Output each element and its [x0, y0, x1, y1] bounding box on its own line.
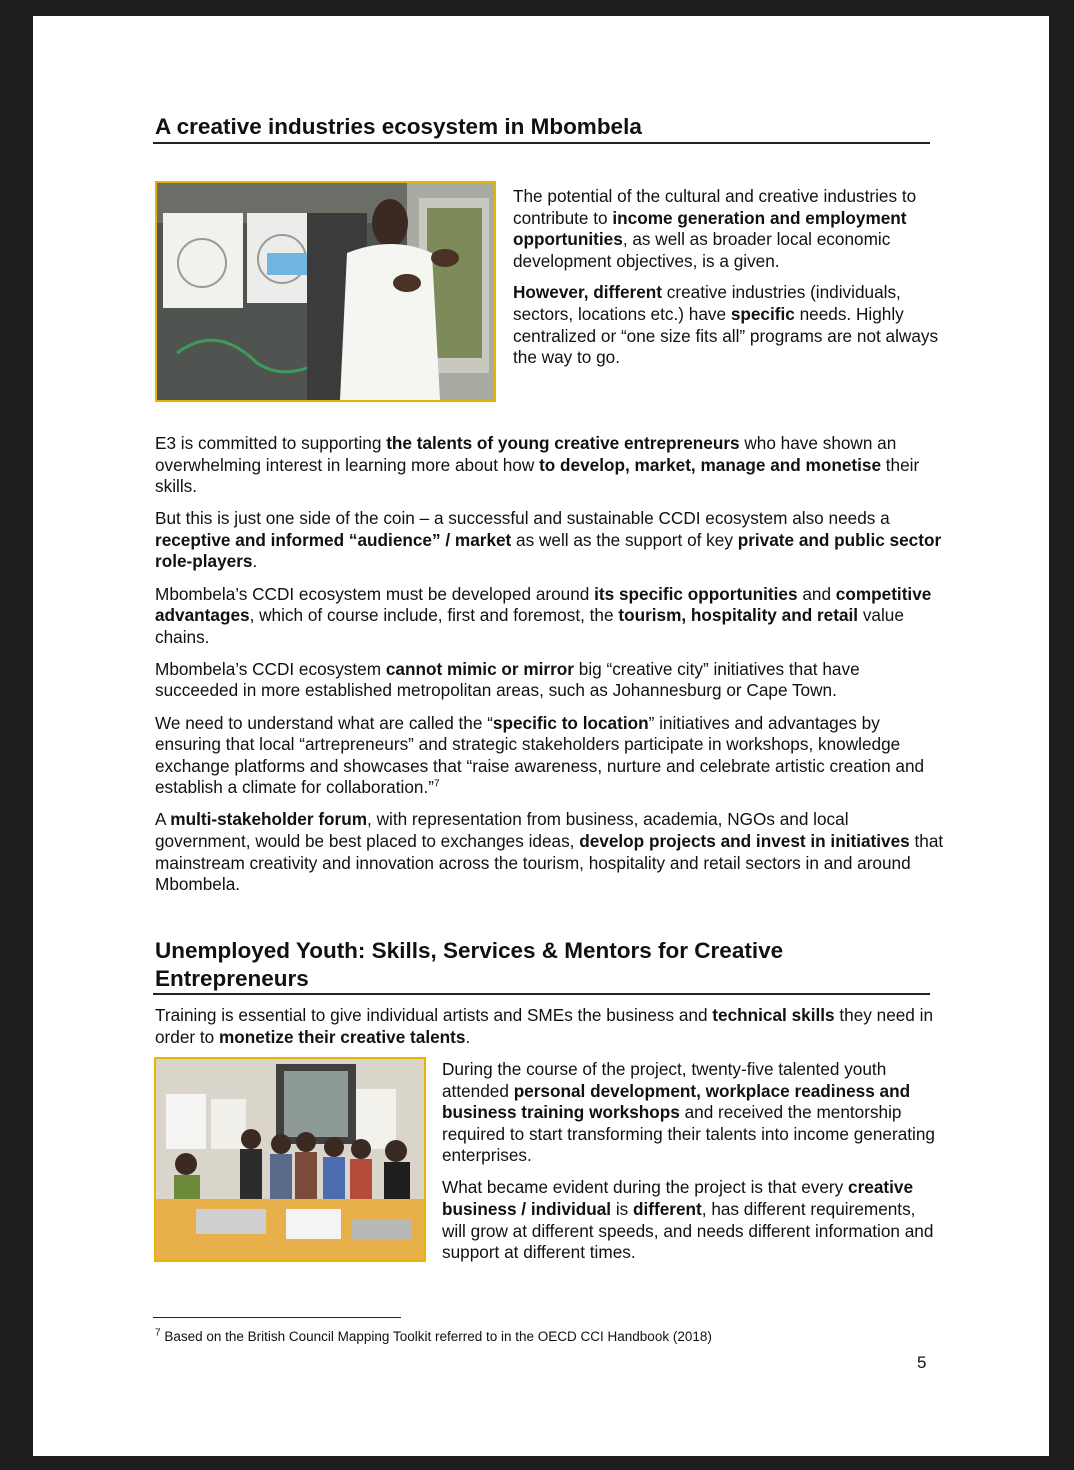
section-title: Unemployed Youth: Skills, Services & Mentors for Creative Entrepreneurs: [155, 938, 784, 991]
section-rule: [153, 993, 930, 995]
paragraph-workshops: During the course of the project, twenty-five talented youth attended personal development, workplace readiness and business training workshops and received the mentorship required to start transforming their talents into income generating enterprises.: [442, 1059, 935, 1166]
youth-text: [442, 1059, 942, 1264]
intro-paragraph-1: The potential of the cultural and creative industries to contribute to income generation and employment opportunities, as well as broader local economic development objectives, is a given.: [513, 186, 917, 271]
paragraph-talents: E3 is committed to supporting the talents of young creative entrepreneurs who have shown an overwhelming interest in learning more about how to develop, market, manage and monetise their skills.: [155, 433, 920, 497]
paragraph-coin: But this is just one side of the coin – a successful and sustainable CCDI ecosystem also needs a receptive and informed “audience” / market as well as the support of key private and public sector role-players.: [155, 508, 942, 572]
paragraph-mimic: Mbombela’s CCDI ecosystem cannot mimic or mirror big “creative city” initiatives that have succeeded in more established metropolitan areas, such as Johannesburg or Cape Town.: [155, 658, 860, 701]
document-page: [33, 16, 1049, 1456]
group-photo: [154, 1057, 426, 1262]
body-text: [155, 433, 945, 896]
paragraph-location: We need to understand what are called the “specific to location” initiatives and advantages by ensuring that local “artrepreneurs” and strategic stakeholders participate in workshops, knowledge exchange platforms and showcases that “raise awareness, nurture and celebrate artistic creation and establish a climate for collaboration.”$^7$: [155, 712, 925, 798]
presenter-illustration: [157, 183, 494, 400]
footnote-rule: [153, 1317, 401, 1318]
group-illustration: [156, 1059, 424, 1260]
presenter-photo: [155, 181, 496, 402]
section-rule: [153, 142, 930, 144]
page-number: 5: [917, 1353, 927, 1372]
paragraph-forum: A multi-stakeholder forum, with representation from business, academia, NGOs and local government, would be best placed to exchanges ideas, develop projects and invest in initiatives that mainstream creativity and innovation across the tourism, hospitality and retail sectors in and around Mbombela.: [155, 809, 944, 895]
paragraph-advantages: Mbombela’s CCDI ecosystem must be developed around its specific opportunities and competitive advantages, which of course include, first and foremost, the tourism, hospitality and retail value chains.: [155, 583, 932, 647]
section2-intro: Training is essential to give individual artists and SMEs the business and technical skills they need in order to monetize their creative talents.: [155, 1005, 934, 1047]
intro-text: [513, 186, 953, 369]
footnote: $^7$ Based on the British Council Mapping Toolkit referred to in the OECD CCI Handbook (2018): [155, 1327, 712, 1344]
paragraph-different: What became evident during the project is that every creative business / individual is different, has different requirements, will grow at different speeds, and needs different information and support at different times.: [442, 1177, 934, 1263]
section-title: A creative industries ecosystem in Mbombela: [155, 114, 642, 139]
footnote-reference[interactable]: 7: [433, 778, 440, 790]
intro-paragraph-2: However, different creative industries (individuals, sectors, locations etc.) have specific needs. Highly centralized or “one size fits all” programs are not always the way to go.: [513, 282, 939, 368]
